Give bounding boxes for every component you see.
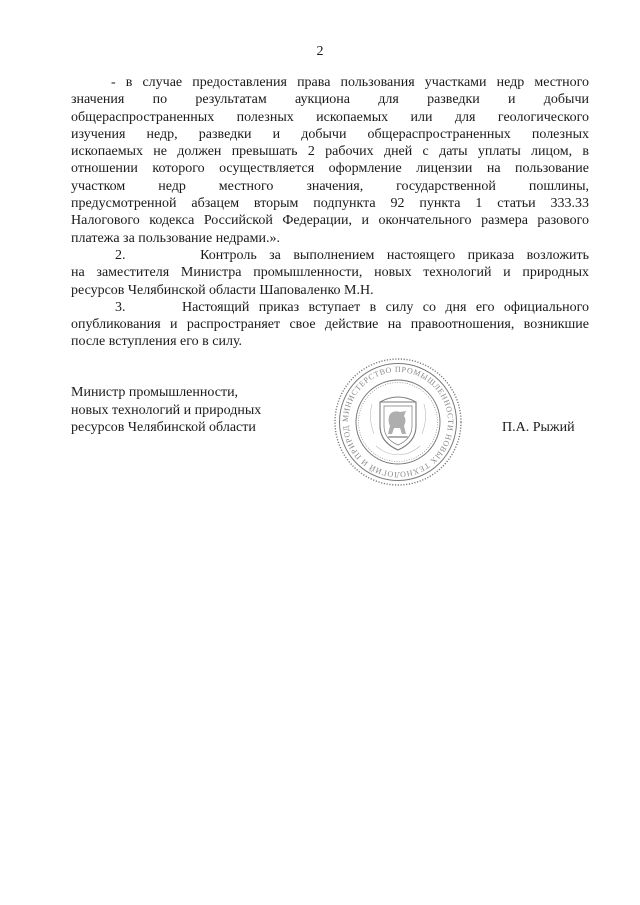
signatory-position [71,384,261,437]
body-line: предусмотренной абзацем вторым подпункта 92 пункта 1 статьи 333.33 [71,196,589,212]
body-line: ископаемых не должен превышать 2 рабочих дней с даты уплаты лицом, в [71,144,589,160]
body-line: 3. Настоящий приказ вступает в силу со дня его официального [115,299,589,315]
signatory-name: П.А. Рыжий [502,420,575,435]
body-line: участком недр местного значения, государственной пошлины, [71,178,589,194]
signatory-position-line: новых технологий и природных [71,402,262,418]
body-line: общераспространенных полезных ископаемых или для геологического [71,109,589,125]
body-line: платежа за пользование недрами.». [71,230,280,246]
body-line: изучения недр, разведки и добычи общераспространенных полезных [71,126,589,142]
signatory-position-line: Министр промышленности, [71,385,239,400]
signatory-position-line: ресурсов Челябинской области [71,420,256,436]
body-line: на заместителя Министра промышленности, новых технологий и природных [71,265,589,281]
body-line: значения по результатам аукциона для разведки и добычи [71,92,589,108]
document-body [71,74,589,351]
official-seal-icon [332,356,464,488]
body-line: после вступления его в силу. [71,334,243,350]
body-line: опубликования и распространяет свое действие на правоотношения, возникшие [71,317,589,333]
body-line: - в случае предоставления права пользования участками недр местного [111,75,589,90]
body-line: отношении которого осуществляется оформление лицензии на пользование [71,161,589,177]
body-line: 2. Контроль за выполнением настоящего приказа возложить [115,247,589,263]
page-number: 2 [316,44,324,59]
body-line: Налогового кодекса Российской Федерации, и окончательного размера разового [71,213,589,229]
body-line: ресурсов Челябинской области Шаповаленко М.Н. [71,282,374,298]
seal-ring-text: МИНИСТЕРСТВО ПРОМЫШЛЕННОСТИ НОВЫХ ТЕХНОЛОГИЙ И ПРИРОД [340,364,456,480]
